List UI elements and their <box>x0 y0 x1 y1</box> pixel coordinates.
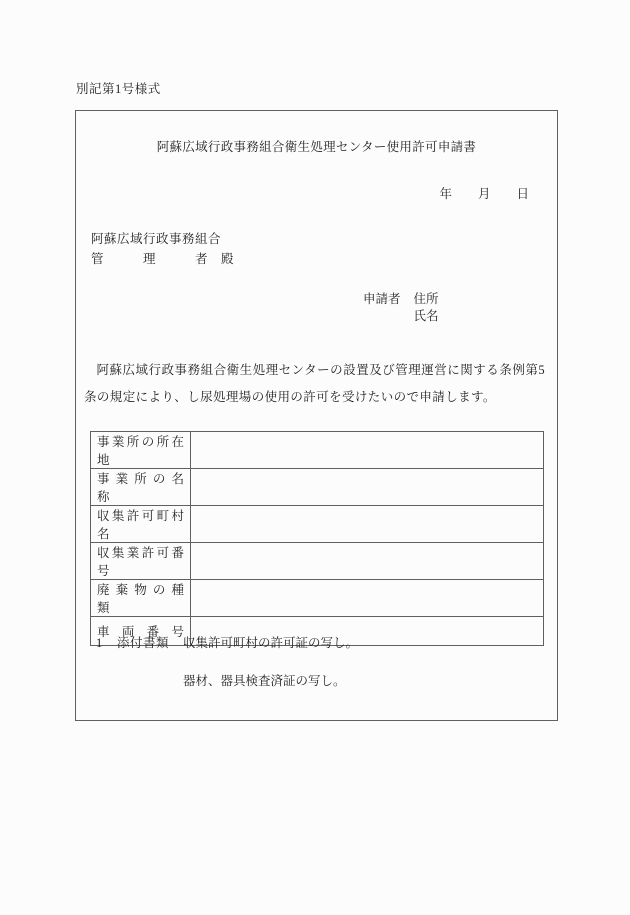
attachments-items <box>183 636 358 689</box>
table-row <box>91 432 544 469</box>
table-row <box>91 469 544 506</box>
addressee-manager: 管 理 者 殿 <box>91 252 235 266</box>
row-label-office-name: 事 業 所 の 名 称 <box>91 469 191 506</box>
row-value-permit-municipality[interactable] <box>191 506 544 543</box>
attachments-number: 1 <box>96 636 103 650</box>
row-label-office-location: 事業所の所在地 <box>91 432 191 469</box>
applicant-block <box>363 291 439 325</box>
body-paragraph: 阿蘇広域行政事務組合衛生処理センターの設置及び管理運営に関する条例第5条の規定により、し尿処理場の使用の許可を受けたいので申請します。 <box>84 363 545 404</box>
attachment-item: 収集許可町村の許可証の写し。 <box>183 636 359 650</box>
table-row <box>91 506 544 543</box>
application-table <box>90 431 544 646</box>
attachments-note <box>96 636 358 689</box>
table-row <box>91 580 544 617</box>
form-border-box <box>75 110 558 721</box>
applicant-name-label: 氏名 <box>413 309 439 323</box>
day-label: 日 <box>516 187 529 201</box>
row-label-waste-type: 廃 棄 物 の 種 類 <box>91 580 191 617</box>
form-code-label: 別記第1号様式 <box>76 82 161 96</box>
addressee-organization: 阿蘇広域行政事務組合 <box>91 232 222 246</box>
month-label: 月 <box>477 187 491 201</box>
attachment-item: 器材、器具検査済証の写し。 <box>183 674 346 688</box>
row-label-permit-municipality: 収集許可町村名 <box>91 506 191 543</box>
applicant-fields <box>414 291 439 325</box>
row-value-waste-type[interactable] <box>191 580 544 617</box>
applicant-label: 申請者 <box>363 292 401 306</box>
row-label-permit-number: 収集業許可番号 <box>91 543 191 580</box>
applicant-address-label: 住所 <box>413 292 439 306</box>
attachments-heading: 添付書類 <box>117 636 170 650</box>
row-value-office-location[interactable] <box>191 432 544 469</box>
row-value-office-name[interactable] <box>191 469 544 506</box>
row-value-permit-number[interactable] <box>191 543 544 580</box>
table-row <box>91 543 544 580</box>
year-label: 年 <box>439 187 452 201</box>
row-label-vehicle-number: 車 両 番 号 <box>91 617 191 646</box>
addressee-block <box>91 229 234 269</box>
document-title: 阿蘇広域行政事務組合衛生処理センター使用許可申請書 <box>156 140 477 154</box>
date-line <box>439 184 529 202</box>
